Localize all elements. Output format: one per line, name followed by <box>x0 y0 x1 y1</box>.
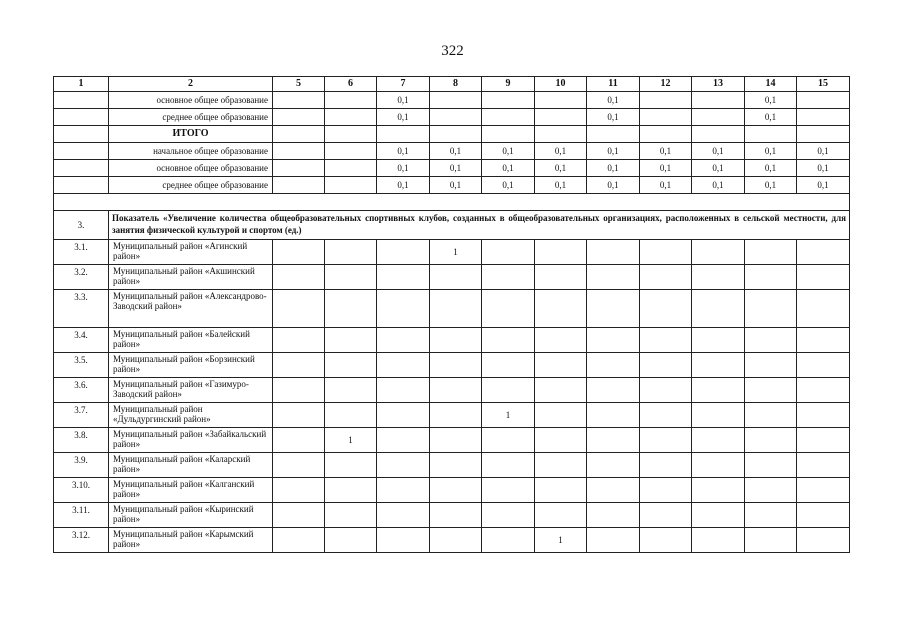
value-cell <box>430 353 482 378</box>
page-number: 322 <box>441 43 464 59</box>
value-cell <box>745 353 797 378</box>
value-cell <box>325 290 377 328</box>
empty-cell <box>54 92 109 109</box>
row-label: основное общее образование <box>109 160 273 177</box>
value-cell <box>640 453 692 478</box>
row-number: 3.5. <box>54 353 109 378</box>
value-cell: 0,1 <box>587 109 640 126</box>
value-cell <box>745 528 797 553</box>
value-cell: 0,1 <box>430 177 482 194</box>
value-cell <box>325 143 377 160</box>
empty-cell <box>54 160 109 177</box>
district-name: Муниципальный район «Борзинский район» <box>109 353 273 378</box>
district-name: Муниципальный район «Карымский район» <box>109 528 273 553</box>
empty-cell <box>54 143 109 160</box>
district-name: Муниципальный район «Газимуро-Заводский район» <box>109 378 273 403</box>
value-cell <box>273 403 325 428</box>
row-number: 3.12. <box>54 528 109 553</box>
value-cell <box>273 109 325 126</box>
value-cell <box>745 403 797 428</box>
value-cell: 0,1 <box>745 92 797 109</box>
table-row <box>54 265 850 290</box>
value-cell <box>797 378 850 403</box>
value-cell: 0,1 <box>377 160 430 177</box>
value-cell <box>482 528 535 553</box>
value-cell <box>377 353 430 378</box>
value-cell <box>535 428 587 453</box>
table-row <box>54 240 850 265</box>
value-cell <box>745 290 797 328</box>
value-cell <box>273 478 325 503</box>
value-cell: 0,1 <box>377 143 430 160</box>
column-header: 7 <box>377 77 430 92</box>
value-cell <box>640 290 692 328</box>
value-cell <box>535 403 587 428</box>
table-row <box>54 92 850 109</box>
column-header: 13 <box>692 77 745 92</box>
value-cell <box>273 378 325 403</box>
value-cell <box>535 453 587 478</box>
value-cell <box>797 290 850 328</box>
value-cell: 0,1 <box>640 143 692 160</box>
value-cell <box>482 92 535 109</box>
value-cell <box>692 453 745 478</box>
value-cell: 0,1 <box>692 160 745 177</box>
empty-cell <box>482 126 535 143</box>
value-cell <box>745 428 797 453</box>
value-cell <box>482 478 535 503</box>
value-cell: 0,1 <box>535 143 587 160</box>
row-number: 3.4. <box>54 328 109 353</box>
value-cell <box>587 453 640 478</box>
value-cell <box>377 478 430 503</box>
district-name: Муниципальный район «Акшинский район» <box>109 265 273 290</box>
value-cell: 0,1 <box>482 177 535 194</box>
value-cell <box>640 328 692 353</box>
empty-cell <box>273 126 325 143</box>
value-cell: 0,1 <box>377 92 430 109</box>
value-cell <box>692 328 745 353</box>
value-cell <box>640 353 692 378</box>
column-header: 15 <box>797 77 850 92</box>
value-cell <box>535 328 587 353</box>
row-number: 3.3. <box>54 290 109 328</box>
spacer-row <box>54 194 850 211</box>
column-header: 5 <box>273 77 325 92</box>
value-cell <box>745 328 797 353</box>
table-row <box>54 290 850 328</box>
value-cell <box>640 109 692 126</box>
column-header: 12 <box>640 77 692 92</box>
empty-cell <box>54 109 109 126</box>
value-cell <box>692 92 745 109</box>
value-cell <box>535 109 587 126</box>
table-row <box>54 177 850 194</box>
value-cell <box>745 453 797 478</box>
value-cell <box>273 143 325 160</box>
value-cell: 0,1 <box>430 143 482 160</box>
value-cell <box>377 528 430 553</box>
value-cell <box>482 453 535 478</box>
value-cell <box>325 240 377 265</box>
table-row <box>54 160 850 177</box>
value-cell <box>587 428 640 453</box>
column-header: 14 <box>745 77 797 92</box>
value-cell <box>273 453 325 478</box>
empty-cell <box>325 126 377 143</box>
value-cell <box>377 328 430 353</box>
value-cell <box>640 378 692 403</box>
district-name: Муниципальный район «Балейский район» <box>109 328 273 353</box>
value-cell <box>377 503 430 528</box>
value-cell <box>325 503 377 528</box>
value-cell <box>325 265 377 290</box>
value-cell <box>273 503 325 528</box>
value-cell <box>797 403 850 428</box>
value-cell <box>692 478 745 503</box>
value-cell: 0,1 <box>430 160 482 177</box>
value-cell <box>325 109 377 126</box>
value-cell <box>482 503 535 528</box>
value-cell: 1 <box>325 428 377 453</box>
value-cell <box>640 428 692 453</box>
value-cell: 0,1 <box>482 160 535 177</box>
value-cell <box>377 453 430 478</box>
column-header: 10 <box>535 77 587 92</box>
value-cell: 1 <box>535 528 587 553</box>
itogo-label: ИТОГО <box>109 126 273 143</box>
value-cell <box>640 528 692 553</box>
value-cell <box>692 240 745 265</box>
row-label: среднее общее образование <box>109 177 273 194</box>
table-row <box>54 328 850 353</box>
value-cell <box>482 240 535 265</box>
value-cell <box>587 328 640 353</box>
value-cell <box>273 265 325 290</box>
table-row <box>54 109 850 126</box>
empty-cell <box>377 126 430 143</box>
value-cell <box>640 92 692 109</box>
value-cell <box>273 528 325 553</box>
value-cell <box>745 240 797 265</box>
empty-cell <box>797 126 850 143</box>
district-name: Муниципальный район «Александрово-Заводский район» <box>109 290 273 328</box>
table-row <box>54 403 850 428</box>
value-cell <box>797 453 850 478</box>
value-cell: 0,1 <box>587 177 640 194</box>
row-number: 3.9. <box>54 453 109 478</box>
value-cell <box>587 353 640 378</box>
value-cell <box>640 478 692 503</box>
value-cell <box>482 328 535 353</box>
section-row <box>54 211 850 240</box>
row-number: 3.7. <box>54 403 109 428</box>
value-cell <box>535 92 587 109</box>
value-cell: 0,1 <box>745 160 797 177</box>
value-cell <box>273 92 325 109</box>
value-cell <box>587 265 640 290</box>
row-number: 3.8. <box>54 428 109 453</box>
value-cell <box>535 478 587 503</box>
empty-cell <box>535 126 587 143</box>
value-cell <box>587 378 640 403</box>
empty-cell <box>54 126 109 143</box>
value-cell <box>325 177 377 194</box>
value-cell: 0,1 <box>587 92 640 109</box>
value-cell: 0,1 <box>797 143 850 160</box>
value-cell <box>325 403 377 428</box>
value-cell <box>587 240 640 265</box>
value-cell <box>325 378 377 403</box>
value-cell <box>482 353 535 378</box>
value-cell <box>692 265 745 290</box>
value-cell: 0,1 <box>745 109 797 126</box>
value-cell: 1 <box>430 240 482 265</box>
row-number: 3.11. <box>54 503 109 528</box>
value-cell <box>797 109 850 126</box>
itogo-row <box>54 126 850 143</box>
value-cell <box>535 265 587 290</box>
district-name: Муниципальный район «Дульдургинский район» <box>109 403 273 428</box>
table-row <box>54 353 850 378</box>
empty-cell <box>587 126 640 143</box>
empty-cell <box>745 126 797 143</box>
empty-cell <box>640 126 692 143</box>
value-cell <box>325 92 377 109</box>
value-cell <box>325 353 377 378</box>
value-cell: 0,1 <box>745 177 797 194</box>
value-cell <box>745 503 797 528</box>
value-cell <box>535 290 587 328</box>
value-cell <box>535 353 587 378</box>
value-cell <box>430 528 482 553</box>
section-number: 3. <box>54 211 109 240</box>
empty-cell <box>430 126 482 143</box>
value-cell <box>377 265 430 290</box>
indicator-table <box>53 76 850 553</box>
value-cell: 0,1 <box>797 177 850 194</box>
value-cell <box>430 428 482 453</box>
value-cell: 0,1 <box>482 143 535 160</box>
district-name: Муниципальный район «Калганский район» <box>109 478 273 503</box>
column-header: 6 <box>325 77 377 92</box>
value-cell <box>797 503 850 528</box>
value-cell <box>377 378 430 403</box>
empty-cell <box>692 126 745 143</box>
value-cell <box>587 290 640 328</box>
value-cell <box>640 503 692 528</box>
row-number: 3.1. <box>54 240 109 265</box>
value-cell <box>587 403 640 428</box>
table-row <box>54 453 850 478</box>
value-cell <box>430 453 482 478</box>
value-cell <box>692 353 745 378</box>
value-cell <box>745 265 797 290</box>
value-cell <box>692 403 745 428</box>
value-cell <box>325 528 377 553</box>
value-cell <box>273 160 325 177</box>
value-cell <box>273 353 325 378</box>
value-cell <box>377 428 430 453</box>
value-cell <box>482 428 535 453</box>
value-cell: 0,1 <box>692 143 745 160</box>
value-cell <box>430 109 482 126</box>
header-row <box>54 77 850 92</box>
value-cell <box>692 290 745 328</box>
value-cell <box>745 478 797 503</box>
row-number: 3.6. <box>54 378 109 403</box>
value-cell <box>273 290 325 328</box>
table-row <box>54 378 850 403</box>
value-cell <box>273 328 325 353</box>
value-cell: 0,1 <box>377 109 430 126</box>
table-row <box>54 528 850 553</box>
value-cell: 0,1 <box>587 160 640 177</box>
value-cell: 0,1 <box>745 143 797 160</box>
value-cell <box>535 378 587 403</box>
value-cell <box>325 478 377 503</box>
value-cell <box>587 478 640 503</box>
value-cell <box>692 109 745 126</box>
value-cell <box>797 240 850 265</box>
value-cell <box>430 92 482 109</box>
value-cell <box>430 503 482 528</box>
value-cell <box>430 378 482 403</box>
value-cell <box>692 428 745 453</box>
district-name: Муниципальный район «Забайкальский район» <box>109 428 273 453</box>
value-cell <box>482 109 535 126</box>
value-cell <box>325 328 377 353</box>
section-title: Показатель «Увеличение количества общеобразовательных спортивных клубов, созданных в общеобразовательных организациях, расположенных в сельской местности, для занятия физической культурой и спортом (ед.) <box>109 211 850 240</box>
value-cell <box>692 378 745 403</box>
column-header: 9 <box>482 77 535 92</box>
value-cell <box>640 240 692 265</box>
value-cell <box>797 265 850 290</box>
table-row <box>54 428 850 453</box>
value-cell <box>797 328 850 353</box>
value-cell <box>587 528 640 553</box>
value-cell <box>430 265 482 290</box>
empty-cell <box>54 194 850 211</box>
value-cell <box>797 478 850 503</box>
value-cell: 0,1 <box>535 177 587 194</box>
value-cell <box>430 290 482 328</box>
value-cell: 0,1 <box>640 177 692 194</box>
row-number: 3.2. <box>54 265 109 290</box>
row-number: 3.10. <box>54 478 109 503</box>
value-cell: 0,1 <box>797 160 850 177</box>
value-cell <box>535 240 587 265</box>
value-cell: 0,1 <box>640 160 692 177</box>
value-cell <box>692 528 745 553</box>
column-header: 2 <box>109 77 273 92</box>
value-cell <box>430 478 482 503</box>
value-cell <box>797 428 850 453</box>
column-header: 11 <box>587 77 640 92</box>
value-cell <box>745 378 797 403</box>
value-cell <box>797 353 850 378</box>
district-name: Муниципальный район «Агинский район» <box>109 240 273 265</box>
value-cell <box>273 428 325 453</box>
table-row <box>54 503 850 528</box>
value-cell <box>587 503 640 528</box>
value-cell <box>640 403 692 428</box>
value-cell <box>377 403 430 428</box>
row-label: среднее общее образование <box>109 109 273 126</box>
value-cell <box>692 503 745 528</box>
value-cell <box>430 403 482 428</box>
value-cell <box>273 240 325 265</box>
value-cell <box>482 290 535 328</box>
value-cell <box>482 265 535 290</box>
value-cell <box>640 265 692 290</box>
value-cell: 0,1 <box>535 160 587 177</box>
row-label: начальное общее образование <box>109 143 273 160</box>
district-name: Муниципальный район «Каларский район» <box>109 453 273 478</box>
value-cell <box>482 378 535 403</box>
table-row <box>54 478 850 503</box>
value-cell: 0,1 <box>587 143 640 160</box>
column-header: 1 <box>54 77 109 92</box>
value-cell <box>325 160 377 177</box>
value-cell: 1 <box>482 403 535 428</box>
column-header: 8 <box>430 77 482 92</box>
value-cell <box>797 92 850 109</box>
value-cell: 0,1 <box>377 177 430 194</box>
value-cell <box>377 290 430 328</box>
table-row <box>54 143 850 160</box>
value-cell: 0,1 <box>692 177 745 194</box>
row-label: основное общее образование <box>109 92 273 109</box>
value-cell <box>535 503 587 528</box>
district-name: Муниципальный район «Кыринский район» <box>109 503 273 528</box>
value-cell <box>377 240 430 265</box>
value-cell <box>325 453 377 478</box>
value-cell <box>273 177 325 194</box>
value-cell <box>797 528 850 553</box>
value-cell <box>430 328 482 353</box>
empty-cell <box>54 177 109 194</box>
